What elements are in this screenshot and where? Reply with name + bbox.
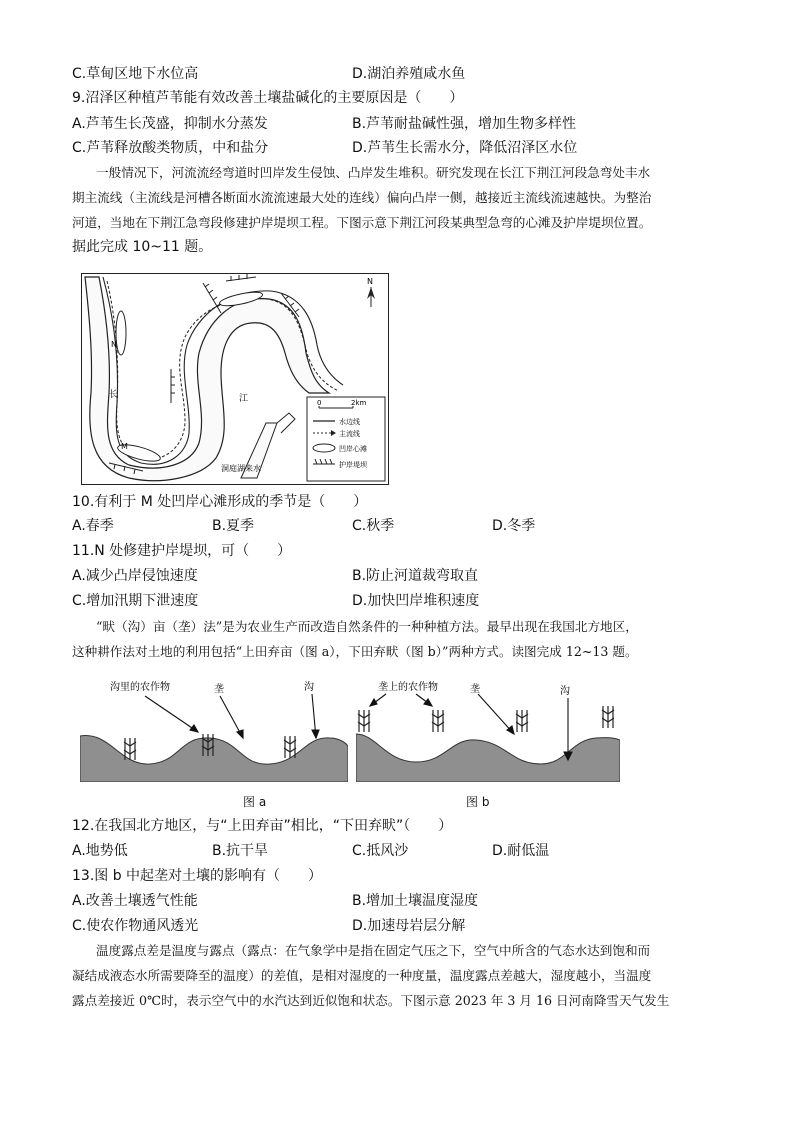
q10-option-c: C.秋季	[352, 518, 395, 534]
q9-stem: 9.沼泽区种植芦苇能有效改善土壤盐碱化的主要原因是（ ）	[72, 90, 464, 106]
q12-option-c: C.抵风沙	[352, 843, 409, 859]
q8-option-d: D.湖泊养殖咸水鱼	[352, 66, 466, 82]
q11-option-c: C.增加汛期下泄速度	[72, 593, 199, 609]
intro-10-line-3: 河道，当地在下荆江急弯段修建护岸堤坝工程。下图示意下荆江河段某典型急弯的心滩及护岸堤坝位置。	[72, 215, 652, 230]
q12-option-a: A.地势低	[72, 843, 128, 859]
intro-10-11	[72, 160, 722, 260]
q9-option-c: C.芦苇释放酸类物质，中和盐分	[72, 140, 269, 156]
svg-text:0: 0	[317, 399, 322, 407]
figure-b	[356, 676, 620, 782]
fig-a-caption: 图 a	[243, 795, 267, 809]
fig-b-crop-label: 垄上的农作物	[378, 682, 438, 693]
legend-dam: 护岸堤坝	[339, 461, 367, 469]
q12-option-b: B.抗干旱	[212, 843, 269, 859]
label-dongting: 洞庭湖来水	[221, 464, 261, 473]
crops-on-ridge-icon	[358, 706, 614, 732]
map-legend	[307, 397, 385, 481]
q11-stem: 11.N 处修建护岸堤坝，可（ ）	[72, 543, 292, 559]
label-m: M	[121, 442, 128, 451]
q13-option-a: A.改善土壤透气性能	[72, 893, 198, 909]
q13-stem: 13.图 b 中起垄对土壤的影响有（ ）	[72, 868, 323, 884]
concave-bar-n	[116, 311, 126, 355]
q9-option-b: B.芦苇耐盐碱性强，增加生物多样性	[352, 116, 577, 132]
q10-option-b: B.夏季	[212, 518, 255, 534]
intro-12-13	[72, 614, 722, 664]
q12-stem: 12.在我国北方地区，与“上田弃亩”相比，“下田弃畎”（ ）	[72, 818, 453, 834]
q13-option-b: B.增加土壤温度湿度	[352, 893, 479, 909]
q9-option-d: D.芦苇生长需水分，降低沼泽区水位	[352, 140, 578, 156]
intro-14-line-1: 温度露点差是温度与露点（露点：在气象学中是指在固定气压之下，空气中所含的气态水达到饱和而	[96, 943, 651, 958]
q9-option-a: A.芦苇生长茂盛，抑制水分蒸发	[72, 116, 268, 132]
q10-option-a: A.春季	[72, 518, 114, 534]
figure-a	[80, 676, 348, 782]
q12-option-d: D.耐低温	[492, 843, 550, 859]
intro-14-line-3: 露点差接近 0℃时，表示空气中的水汽达到近似饱和状态。下图示意 2023 年 3 月 16 日河南降雪天气发生	[72, 993, 670, 1008]
fig-a-ditch-label: 沟	[304, 682, 314, 693]
intro-14	[72, 938, 722, 1013]
legend-bar: 凹岸心滩	[339, 445, 367, 453]
legend-main-flow: 主流线	[339, 430, 360, 438]
q13-option-c: C.使农作物通风透光	[72, 918, 199, 934]
intro-14-line-2: 凝结成液态水所需要降至的温度）的差值，是相对湿度的一种度量，温度露点差越大，湿度越小，当温度	[72, 968, 652, 983]
fig-a-crop-label: 沟里的农作物	[110, 682, 170, 693]
intro-10-line-1: 一般情况下，河流流经弯道时凹岸发生侵蚀、凸岸发生堆积。研究发现在长江下荆江河段急弯处丰水	[96, 165, 651, 180]
fig-a-ridge-label: 垄	[214, 684, 224, 695]
intro-12-line-2: 这种耕作法对土地的利用包括“上田弃亩（图 a），下田弃畎（图 b）”两种方式。读图完成 12~13 题。	[72, 644, 638, 659]
label-n: N	[111, 340, 117, 349]
river-bend-map	[81, 273, 389, 485]
q11-option-b: B.防止河道裁弯取直	[352, 568, 479, 584]
label-jiang: 江	[239, 394, 249, 404]
fig-b-ditch-label: 沟	[560, 686, 570, 697]
svg-text:N: N	[367, 277, 373, 286]
svg-text:2km: 2km	[351, 399, 367, 407]
q11-option-d: D.加快凹岸堆积速度	[352, 593, 480, 609]
intro-10-line-4: 据此完成 10~11 题。	[72, 239, 213, 255]
legend-water-edge: 水边线	[339, 418, 360, 426]
fig-b-caption: 图 b	[466, 795, 490, 809]
q10-option-d: D.冬季	[492, 518, 536, 534]
q10-stem: 10.有利于 M 处凹岸心滩形成的季节是（ ）	[72, 494, 368, 510]
intro-12-line-1: “畎（沟）亩（垄）法”是为农业生产而改造自然条件的一种种植方法。最早出现在我国北方地区，	[96, 619, 638, 634]
label-chang: 长	[109, 390, 119, 400]
fig-b-ridge-label: 垄	[470, 684, 480, 695]
q8-option-c: C.草甸区地下水位高	[72, 66, 199, 82]
q13-option-d: D.加速母岩层分解	[352, 918, 466, 934]
q11-option-a: A.减少凸岸侵蚀速度	[72, 568, 198, 584]
intro-10-line-2: 期主流线（主流线是河槽各断面水流流速最大处的连线）偏向凸岸一侧，越接近主流线流速越快。为整治	[72, 190, 652, 205]
